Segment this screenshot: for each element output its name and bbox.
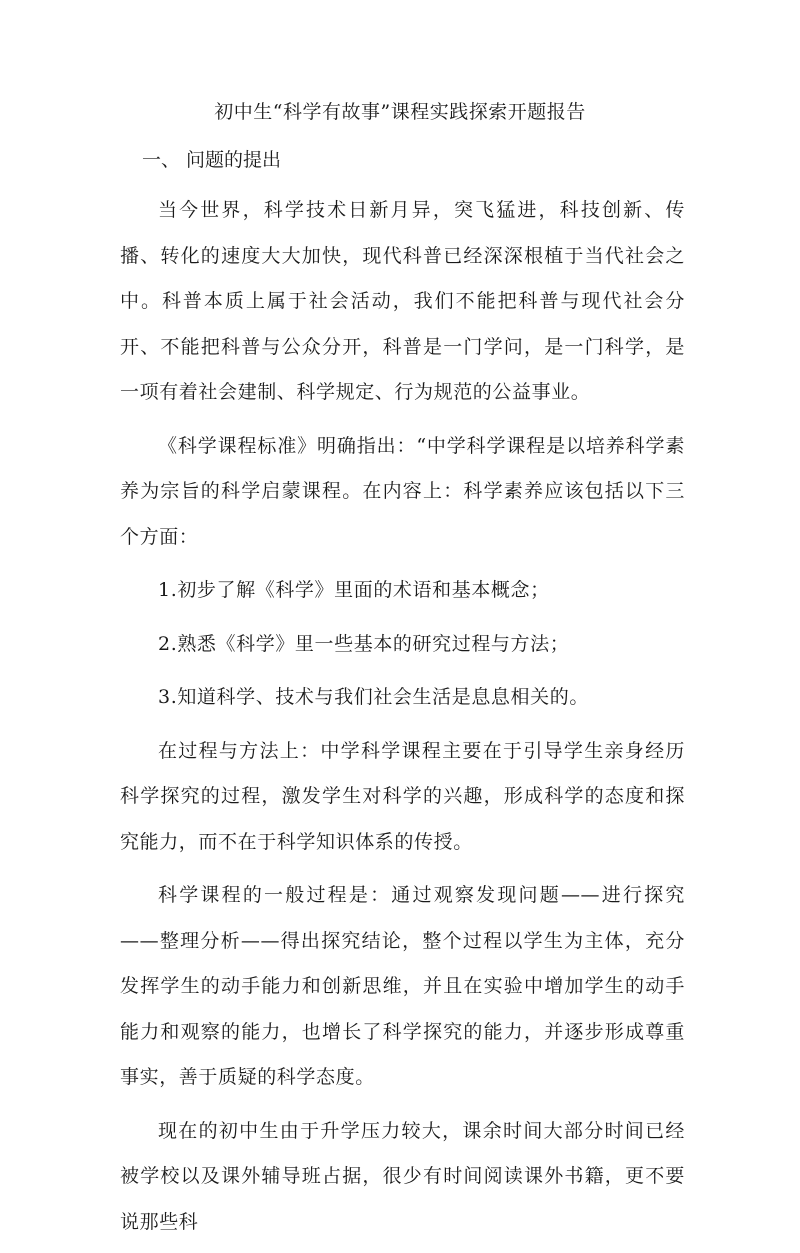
list-item: 2.熟悉《科学》里一些基本的研究过程与方法； (158, 632, 570, 655)
document-body (120, 144, 685, 1253)
section-number: 一、 (142, 149, 181, 171)
paragraph-process-method: 在过程与方法上：中学科学课程主要在于引导学生亲身经历科学探究的过程，激发学生对科学的兴趣，形成科学的态度和探究能力，而不在于科学知识体系的传授。 (120, 739, 685, 853)
section-heading (142, 144, 685, 176)
list-item: 3.知道科学、技术与我们社会生活是息息相关的。 (158, 686, 589, 708)
paragraph-standard: 《科学课程标准》明确指出：“中学科学课程是以培养科学素养为宗旨的科学启蒙课程。在内容上：科学素养应该包括以下三个方面： (120, 434, 685, 548)
section-title: 问题的提出 (186, 149, 282, 171)
paragraph-current-students: 现在的初中生由于升学压力较大，课余时间大部分时间已经被学校以及课外辅导班占据，很少有时间阅读课外书籍，更不要说那些科 (120, 1119, 685, 1233)
paragraph-course-process: 科学课程的一般过程是：通过观察发现问题——进行探究——整理分析——得出探究结论，整个过程以学生为主体，充分发挥学生的动手能力和创新思维，并且在实验中增加学生的动手能力和观察的能力，也增长了科学探究的能力，并逐步形成尊重事实，善于质疑的科学态度。 (120, 884, 685, 1088)
paragraph-intro: 当今世界，科学技术日新月异，突飞猛进，科技创新、传播、转化的速度大大加快，现代科普已经深深根植于当代社会之中。科普本质上属于社会活动，我们不能把科普与现代社会分开、不能把科普与公众分开，科普是一门学问，是一门科学，是一项有着社会建制、科学规定、行为规范的公益事业。 (120, 199, 685, 403)
document-title: 初中生“科学有故事”课程实践探索开题报告 (214, 101, 586, 123)
list-item: 1.初步了解《科学》里面的术语和基本概念； (158, 579, 550, 601)
